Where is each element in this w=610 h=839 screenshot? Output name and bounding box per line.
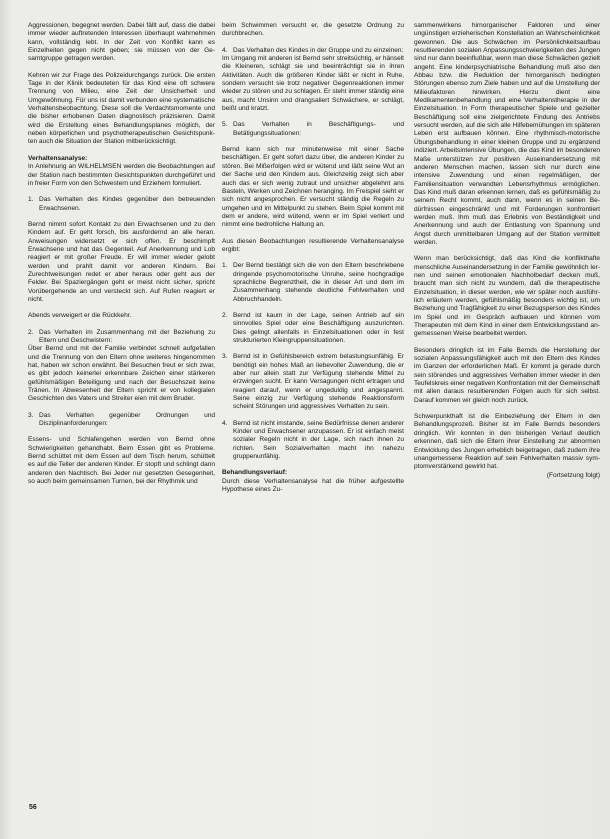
list-item — [222, 47, 404, 55]
list-text: Das Verhalten des Kindes in der Gruppe und zu einzelnen: — [233, 46, 404, 54]
list-text: Bernd ist nicht imstande, seine Bedürfnisse denen anderer Kinder und Erwachsener anzupassen. Er ist einfach meist sozialer Regeln nicht in der Lage, sich nach ihnen zu richten. Sein Sozialverhalten macht ihn nahezu gruppenunfähig. — [233, 419, 404, 461]
paragraph: Bernd nimmt sofort Kontakt zu den Erwachsenen und zu den Kindern auf. Er geht forsch, bis ausfordernd an alle heran. Anweisungen widersetzt er sich offen. Er beschimpft Erwachsene und hat das Gegenteil. Auf Anerkennung und Lob reagiert er mit großer Freude. Er will immer wieder gelobt werden und prahlt damit vor anderen Kindern. Bei Zurechtweisungen redet er aber heraus oder geht aus der Felder. Bei Spaziergängen geht er meist nicht sicher, spricht Vorübergehende an und versteckt sich. Auf Rufen reagiert er nicht. — [28, 220, 215, 303]
list-item — [222, 420, 404, 462]
list-number: 4. — [222, 46, 228, 54]
paragraph: Besonders dringlich ist im Falle Bernds die Herstellung der sozialen Anpassungsfähigkeit auch mit den Eltern des Kindes im Ganzen der erforderlichen Maß. Er kommt ja gerade durch sein störendes und aggressives Verhalten immer wieder in den Teufelskreis einer negativen Konfrontation mit der Gemeinschaft mit allen daraus resultierenden Folgen auch für sich selbst. Darauf kommen wir gleich noch zurück. — [414, 346, 600, 404]
paragraph: beim Schwimmen versucht er, die gesetzte Ordnung zu durchbrechen. — [222, 22, 404, 38]
text-column-left — [28, 22, 215, 487]
list-item — [222, 353, 404, 411]
paragraph: Kehren wir zur Frage des Polizeidurchgangs zurück. Die ersten Tage in der Klinik bedeuteten für das Kind eine oft schwere Trennung von Milieu, eine Zeit der Unsicherheit und Umgewöhnung. Für uns ist damit verbunden eine systematische Verhaltensbeobachtung. Diese soll die Verdachtsmomente und die bisher erhobenen Daten diagnostisch präzisieren. Damit wird die Erstellung eines Behandlungsplanes möglich, der neben körperlichen und psychotherapeutischen Gesichtspunkten auch die Situation der Station mitberücksichtigt. — [28, 71, 215, 146]
list-item — [28, 196, 215, 213]
list-number: 3. — [28, 411, 34, 419]
list-item — [222, 262, 404, 304]
list-text: Das Verhalten in Beschäftigungs- und Betätigungssituationen: — [233, 121, 404, 137]
list-number: 3. — [222, 353, 228, 361]
paragraph: Über Bernd und mit der Familie verbindet schnell aufgefallen und die Trennung von den Eltern ohne weiteres hingenommen hat, haben wir schon erwähnt. Bei Besuchen freut er sich zwar, es gibt jedoch keinerlei erkennbare Zeichen einer stärkeren gefühlsmäßigen Beteiligung und nach der Besuchszeit keine Tränen. In Abwesenheit der Eltern spricht er von kollegialen Geschichten des Vaters und Streiter eien mit dem Bruder. — [28, 345, 215, 403]
list-item — [28, 329, 215, 346]
paragraph: In Anlehnung an WILHELMSEN werden die Beobachtungen auf der Station nach bestimmten Gesichtspunkten durchgeführt und in freier Form von den Schwestern und Erziehern formuliert. — [28, 163, 215, 187]
list-text: Der Bernd bestätigt sich die von den Eltern beschriebene dringende psychomotorische Unruhe, seine hochgradige sprachliche Begrenztheit, die in dieser Art und dem im Zusammenhang stehende deutliche Fehlverhalten und Abbruchhandeln. — [233, 262, 404, 303]
list-text: Das Verhalten gegenüber Ordnungen und Disziplinanforderungen: — [39, 411, 215, 428]
list-item — [222, 121, 404, 138]
continuation-note: (Fortsetzung folgt) — [546, 471, 600, 479]
list-number: 2. — [222, 311, 228, 319]
paragraph: Essens- und Schlafengehen werden von Bernd ohne Schwierigkeiten gehandhabt. Beim Essen gibt es Probleme. Bernd schüttet mit dem Essen auf dem Tisch herum, schüttelt es auf die Teller der anderen Kinder. Er stopft und schlingt dann anderen den Nachtisch. Bei Jeder nur gesetzten Gesegenheit, so auch beim gemeinsamen Turnen, bei der Rhythmik und — [28, 436, 215, 486]
page-number: 56 — [29, 804, 37, 811]
paragraph: Bernd kann sich nur minutenweise mit einer Sache beschäftigen. Er geht sofort dazu über, die anderen Kinder zu stören. Bei Mißerfolgen wird er wütend und läßt seine Wut an der Sache und den Kindern aus. Gleichzeitig zeigt sich aber auch das er sich wenig zutraut und unsicher abgelehnt ans Basteln, Werken und Zeichnen heranging. Im Freispiel sieht er sich nicht angesprochen. Er versucht ständig die Regeln zu umgehen und im Mittelpunkt zu stehen. Beim Spiel kommt mit dem er andere, wird wütend, wenn er im Spiel verliert und nimmt eine bedrohliche Haltung an. — [222, 146, 404, 229]
paragraph: sammenwirkens hirnorganischer Faktoren und einer ungünstigen erzieherischen Konstellation an Wahrscheinlichkeit gewonnen. Die aus Schwächen im Persönlichkeitsaufbau resultierenden sozialen Anpassungsschwierigkeiten des Jungen sind nur dann beeinflußbar, wenn man diese Schwächen gezielt angeht. Eine kinderpsychiatrische Behandlung muß also den Abbau bzw. die Reduktion der hirnorganisch bedingten Störungen ebenso zum Ziele haben und auf die Umstellung der Milieufaktoren hinwirken. Hierzu dient eine Medikamentenbehandlung und eine Verhaltenstherapie in der Einzelsituation. In Form therapeutischer Spiele und gezielter Beschäftigung soll eine zielgerichtete Findung des Antriebs versucht werden, auf die sich alle Hilfebemühungen im späteren Leben erst aufbauen können. Eine rhythmisch-motorische Übungsbehandlung in einer kleinen Gruppe und zu ergänzend indiziert. Arbeitsintensive Übungen, die das Kind im besonderen Maße unterstützen zur positiven Auseinandersetzung mit anderen Menschen machen, lassen sich nur durch eine intensive Zuwendung und einen regelmäßigen, der Familiensituation verwandten Lebensrhythmus ermöglichen. Das Kind muß daran erkennen lernen, daß es gefühlsmäßig zu seinem Recht kommt, auch dann, wenn es in seinen Bedürfnissen eingeschränkt und mit Forderungen konfrontiert werden muß. Ihm muß das Erlebnis von Beständigkeit und Anerkennung und auch der Entlastung von Spannung und Angst durch unmittelbaren Umgang auf der Station vermittelt werden. — [414, 22, 600, 246]
text-column-middle — [222, 22, 404, 495]
list-text: Das Verhalten im Zusammenhang mit der Beziehung zu Eltern und Geschwistern: — [39, 328, 215, 344]
paragraph: Im Umgang mit anderen ist Bernd sehr streitsüchtig, er hänselt die Kleineren, schlägt sie und beeinträchtigt sie in ihren Aktivitäten. Auch die größeren Kinder läßt er nicht in Ruhe, sondern versucht sie trotz negativer Gegenreaktionen immer wieder zu stören und zu schlagen. Er steht immer ständig eine aus, macht Unsinn und drangsaliert Schwächere, er schlägt, beißt und kratzt. — [222, 55, 404, 113]
list-number: 1. — [28, 196, 34, 204]
list-number: 5. — [222, 121, 228, 129]
list-text: Bernd ist in Gefühlsbereich extrem belastungsunfähig. Er benötigt ein hohes Maß an liebevoller Zuwendung, die er aber nur allein statt zur Verfügung stehende Mittel zu erzwingen sucht. Er kann Versagungen nicht ertragen und reagiert darauf, wenn er ungeduldig und angespannt. Seine einzig zur Verfügung stehende Reaktionsform scheint Störungen und aggressives Verhalten zu sein. — [233, 353, 404, 411]
text-column-right — [414, 22, 600, 480]
list-text: Das Verhalten des Kindes gegenüber den betreuenden Erwachsenen. — [39, 196, 215, 212]
paragraph: Schwerpunkthaft ist die Einbeziehung der Eltern in den Behandlungsprozeß. Bisher ist im Falle Bernds besonders dringlich. Wir konnten in den bisherigen Verlauf deutlich erkennen, daß sich die Eltern ihrer Einstellung zur abnormen Entwicklung des Jungen erheblich beigetragen, daß zudem ihre unangemessene Reaktion auf sein Fehlverhalten massiv symptomverstärkend gewirkt hat. — [414, 413, 600, 471]
paragraph: Wenn man berücksichtigt, daß das Kind die konflikthafte menschliche Auseinandersetzung in der Familie gewöhnlich lernen und seinen emotionalen Nachholbedarf decken muß, braucht man sich nicht zu wundern, daß die therapeutische Einzelsituation, in dieser werden, wie wir später noch ausführlich erläutern werden, gefühlsmäßig besonders wichtig ist, um Beziehung und Tragfähigkeit zu einer Bezugsperson des Kindes im Spiel und im Gespräch aufbauen und können vom Therapeuten mit dem Kind in einer dem Entwicklungsstand angemessenen Weise bearbeitet werden. — [414, 255, 600, 338]
list-number: 1. — [222, 262, 228, 270]
paragraph: Aggressionen, begegnet werden. Dabei fällt auf, dass die dabei immer wieder auftretenden Interessen überhaupt wahrnehmen kann, vollständig lebt. In der Zeit von Konflikt kann es Einzelheiten gegen nicht geben; sie müssen von der Gesamtgruppe getragen werden. — [28, 22, 215, 63]
list-number: 4. — [222, 419, 228, 427]
list-number: 2. — [28, 328, 34, 336]
list-item — [28, 412, 215, 429]
paragraph: Aus diesen Beobachtungen resultierende Verhaltensanalyse ergibt: — [222, 237, 404, 253]
section-heading: Behandlungsverlauf: — [222, 469, 288, 477]
paragraph: Durch diese Verhaltensanalyse hat die früher aufgestellte Hypothese eines Zu- — [222, 477, 404, 494]
list-item — [222, 312, 404, 345]
paragraph: Abends verweigert er die Rückkehr. — [28, 312, 132, 320]
list-text: Bernd ist kaum in der Lage, seinen Antrieb auf ein sinnvolles Spiel oder eine Beschäftigung auszurichten. Dies gelingt allenfalls in Einzelsituationen oder in fest strukturierten Kleingruppensituationen. — [233, 311, 404, 344]
section-heading: Verhaltensanalyse: — [28, 154, 88, 162]
